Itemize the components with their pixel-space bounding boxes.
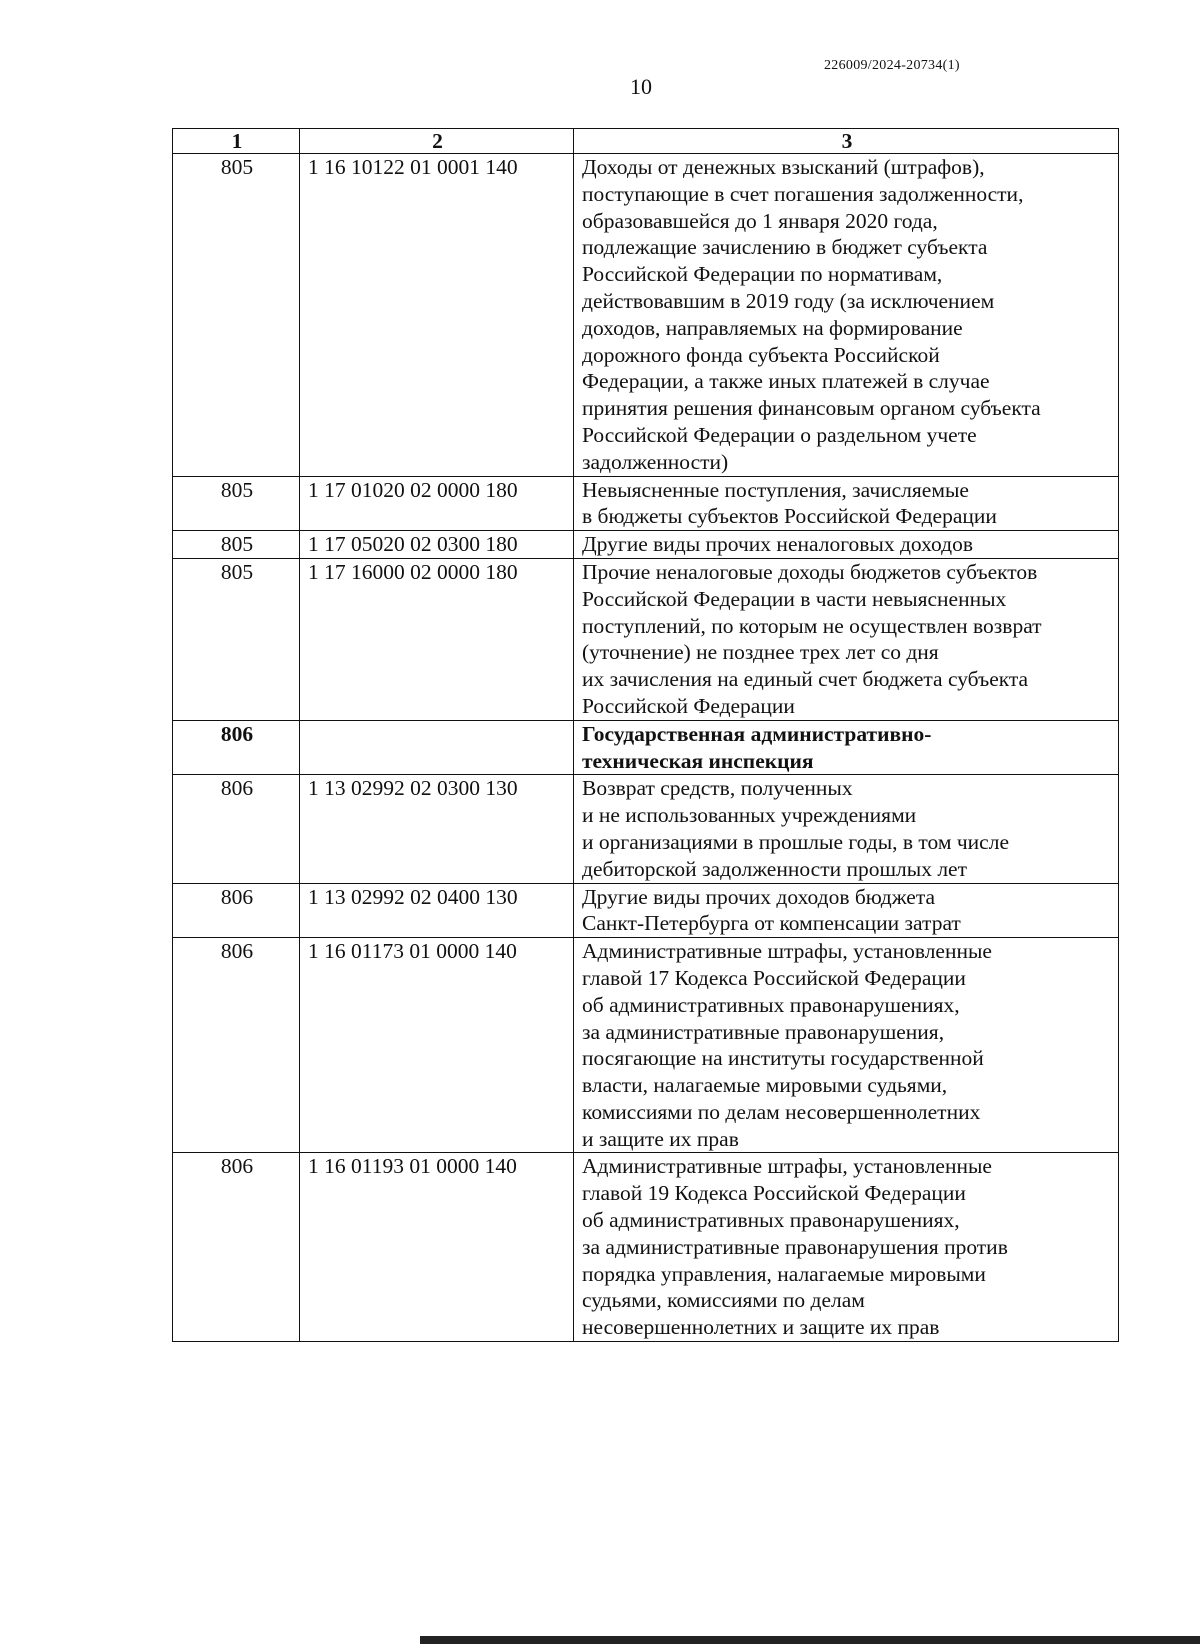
- revenue-codes-table: [172, 128, 1119, 1342]
- admin-code-cell: 806: [173, 938, 300, 1153]
- table-row: [173, 154, 1119, 477]
- table-row: [173, 720, 1119, 775]
- budget-code-cell: 1 16 01193 01 0000 140: [300, 1153, 574, 1342]
- table-row: [173, 775, 1119, 883]
- description-cell: Прочие неналоговые доходы бюджетов субъектов Российской Федерации в части невыясненных поступлений, по которым не осуществлен возврат (уточнение) не позднее трех лет со дня их зачисления на единый счет бюджета субъекта Российской Федерации: [574, 558, 1119, 720]
- column-header-1: 1: [173, 129, 300, 154]
- description-cell: Административные штрафы, установленные главой 19 Кодекса Российской Федерации об административных правонарушениях, за административные правонарушения против порядка управления, налагаемые мировыми судьями, комиссиями по делам несовершеннолетних и защите их прав: [574, 1153, 1119, 1342]
- budget-code-cell: 1 16 10122 01 0001 140: [300, 154, 574, 477]
- column-header-3: 3: [574, 129, 1119, 154]
- budget-code-cell: 1 17 01020 02 0000 180: [300, 476, 574, 531]
- budget-code-cell: [300, 720, 574, 775]
- table-row: [173, 883, 1119, 938]
- budget-code-cell: 1 17 05020 02 0300 180: [300, 531, 574, 559]
- admin-code-cell: 806: [173, 883, 300, 938]
- admin-code-cell: 805: [173, 476, 300, 531]
- admin-code-cell: 806: [173, 720, 300, 775]
- table-row: [173, 558, 1119, 720]
- table-row: [173, 938, 1119, 1153]
- document-id: 226009/2024-20734(1): [824, 58, 960, 73]
- description-cell: Государственная административно- техническая инспекция: [574, 720, 1119, 775]
- table-row: [173, 476, 1119, 531]
- admin-code-cell: 805: [173, 531, 300, 559]
- table-header-row: [173, 129, 1119, 154]
- budget-code-cell: 1 17 16000 02 0000 180: [300, 558, 574, 720]
- admin-code-cell: 806: [173, 775, 300, 883]
- description-cell: Административные штрафы, установленные главой 17 Кодекса Российской Федерации об административных правонарушениях, за административные правонарушения, посягающие на институты государственной власти, налагаемые мировыми судьями, комиссиями по делам несовершеннолетних и защите их прав: [574, 938, 1119, 1153]
- table-row: [173, 531, 1119, 559]
- description-cell: Возврат средств, полученных и не использованных учреждениями и организациями в прошлые годы, в том числе дебиторской задолженности прошлых лет: [574, 775, 1119, 883]
- admin-code-cell: 806: [173, 1153, 300, 1342]
- description-cell: Другие виды прочих неналоговых доходов: [574, 531, 1119, 559]
- table-row: [173, 1153, 1119, 1342]
- budget-code-cell: 1 16 01173 01 0000 140: [300, 938, 574, 1153]
- admin-code-cell: 805: [173, 558, 300, 720]
- page-number: 10: [630, 74, 652, 99]
- admin-code-cell: 805: [173, 154, 300, 477]
- budget-code-cell: 1 13 02992 02 0400 130: [300, 883, 574, 938]
- column-header-2: 2: [300, 129, 574, 154]
- scan-edge-line: [420, 1636, 1200, 1644]
- description-cell: Доходы от денежных взысканий (штрафов), поступающие в счет погашения задолженности, образовавшейся до 1 января 2020 года, подлежащие зачислению в бюджет субъекта Российской Федерации по нормативам, действовавшим в 2019 году (за исключением доходов, направляемых на формирование дорожного фонда субъекта Российской Федерации, а также иных платежей в случае принятия решения финансовым органом субъекта Российской Федерации о раздельном учете задолженности): [574, 154, 1119, 477]
- description-cell: Невыясненные поступления, зачисляемые в бюджеты субъектов Российской Федерации: [574, 476, 1119, 531]
- budget-code-cell: 1 13 02992 02 0300 130: [300, 775, 574, 883]
- description-cell: Другие виды прочих доходов бюджета Санкт-Петербурга от компенсации затрат: [574, 883, 1119, 938]
